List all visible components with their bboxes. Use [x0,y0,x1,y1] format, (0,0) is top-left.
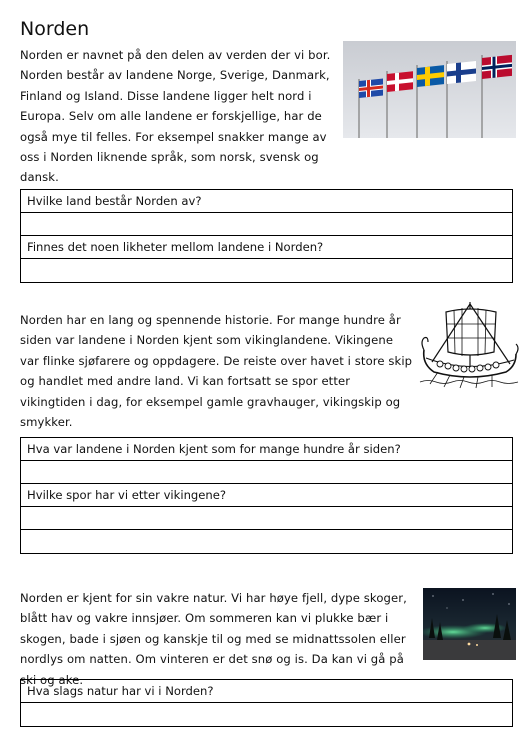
page-title: Norden [20,18,90,40]
question-2: Finnes det noen likheter mellom landene i Norden? [21,236,512,259]
nature-paragraph: Norden er kjent for sin vakre natur. Vi har høye fjell, dype skoger, blått hav og vakre innsjøer. Om sommeren kan vi plukke bær i skogen, bade i sjøen og kanskje til og med se midnattssolen eller nordlys om natten. Om vinteren er det snø og is. Da kan vi gå på ski og ake. [20,591,407,687]
nordic-flags-photo [343,41,516,138]
question-box-2 [20,437,513,554]
answer-line[interactable] [21,213,512,236]
answer-line[interactable] [21,507,512,530]
northern-lights-photo [423,588,516,660]
question-3: Hva var landene i Norden kjent som for mange hundre år siden? [21,438,512,461]
answer-line[interactable] [21,259,512,282]
history-paragraph: Norden har en lang og spennende historie. For mange hundre år siden var landene i Norden kjent som vikinglandene. Vikingene var flinke sjøfarere og oppdagere. De reiste over havet i store skip og handlet med andre land. Vi kan fortsatt se spor etter vikingtiden i dag, for eksempel gamle gravhauger, vikingskip og smykker. [20,313,413,430]
intro-paragraph: Norden er navnet på den delen av verden der vi bor. Norden består av landene Norge, Sverige, Danmark, Finland og Island. Disse landene ligger helt nord i Europa. Selv om alle landene er forskjellige, har de også mye til felles. For eksempel snakker mange av oss i Norden liknende språk, som norsk, svensk og dansk. [20,48,331,185]
answer-line[interactable] [21,703,512,726]
question-box-3 [20,679,513,727]
question-1: Hvilke land består Norden av? [21,190,512,213]
question-4: Hvilke spor har vi etter vikingene? [21,484,512,507]
question-5: Hva slags natur har vi i Norden? [21,680,512,703]
answer-line[interactable] [21,530,512,553]
question-box-1 [20,189,513,283]
answer-line[interactable] [21,461,512,484]
viking-ship-drawing [418,298,520,390]
